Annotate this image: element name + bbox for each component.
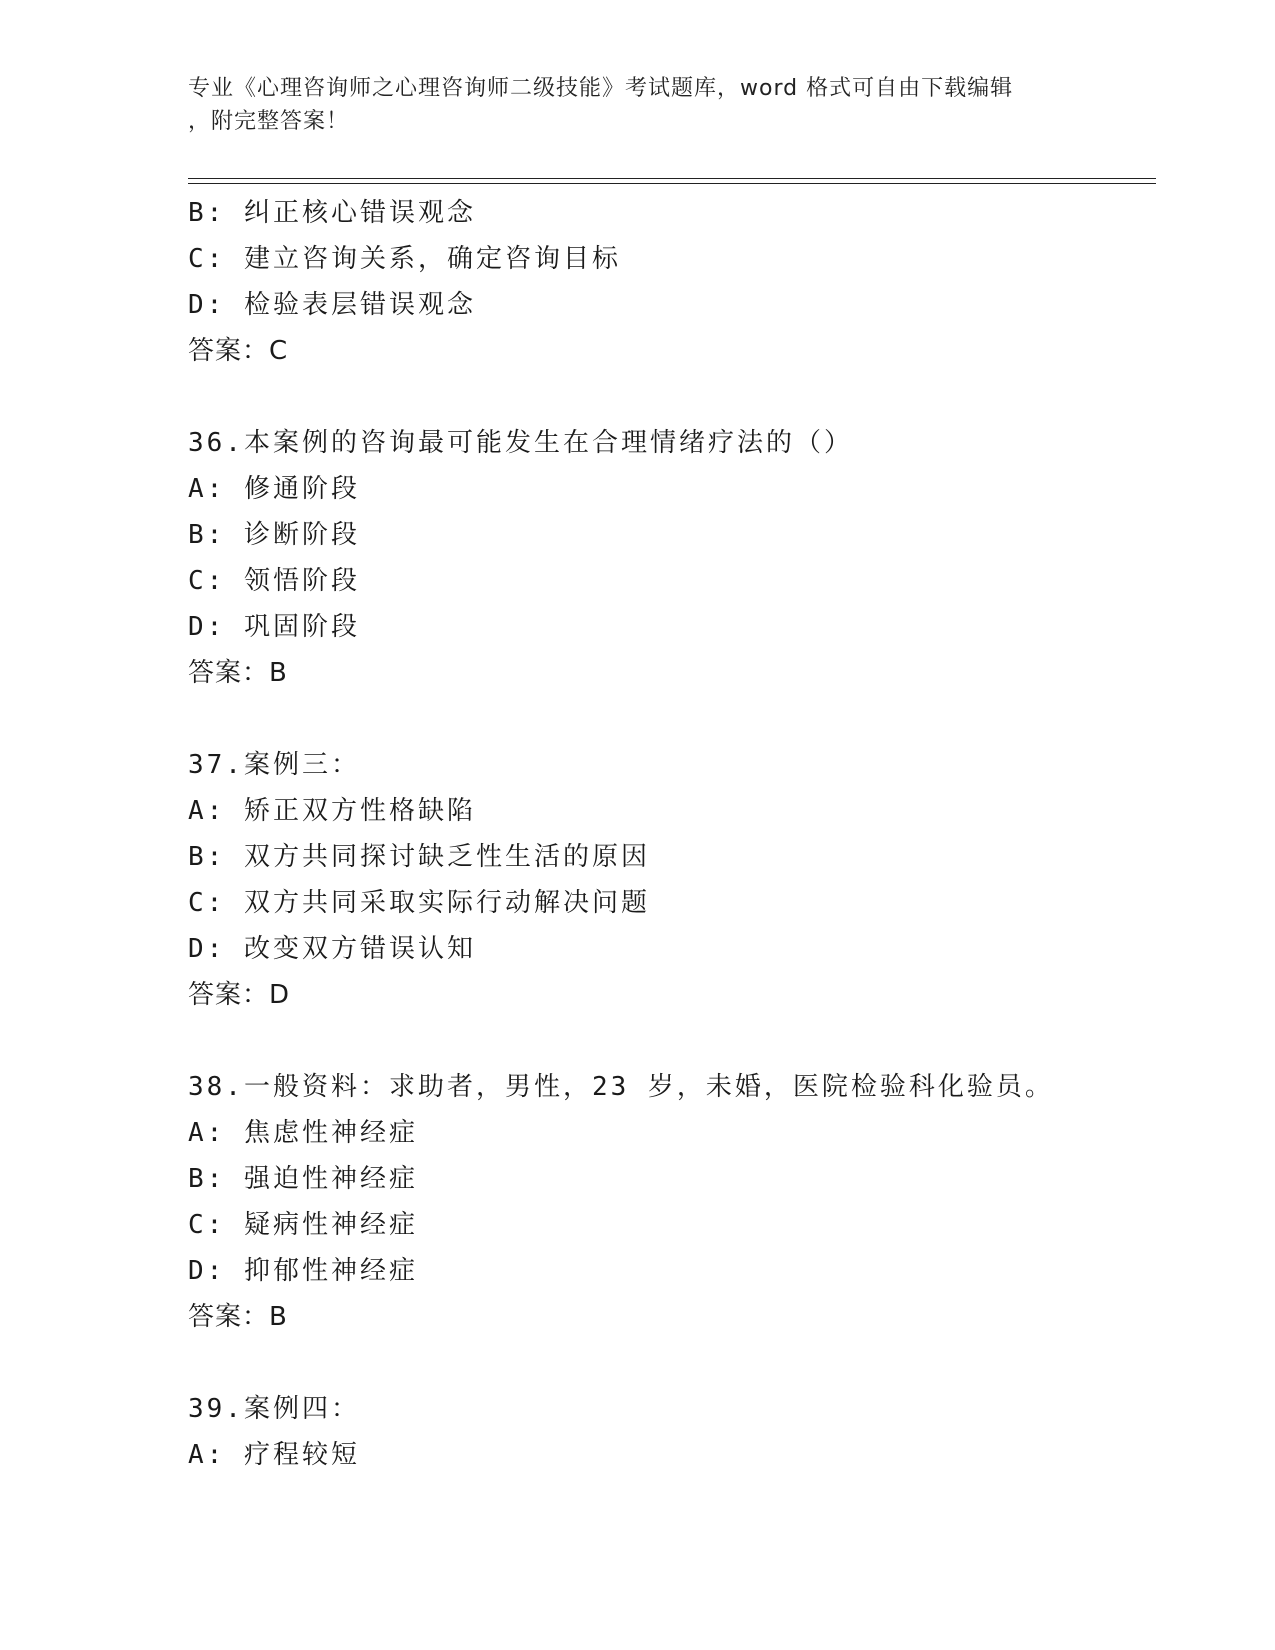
- option-d: D: 抑郁性神经症: [188, 1256, 418, 1286]
- option-a: A: 矫正双方性格缺陷: [188, 796, 476, 826]
- option-b: B: 纠正核心错误观念: [188, 198, 476, 228]
- header-divider-bottom: [188, 183, 1156, 184]
- option-a: A: 疗程较短: [188, 1440, 360, 1470]
- option-b: B: 双方共同探讨缺乏性生活的原因: [188, 842, 650, 872]
- option-b: B: 强迫性神经症: [188, 1164, 418, 1194]
- option-d: D: 改变双方错误认知: [188, 934, 476, 964]
- question-list: [188, 190, 1148, 1478]
- option-a: A: 焦虑性神经症: [188, 1118, 418, 1148]
- option-b: B: 诊断阶段: [188, 520, 360, 550]
- spacer: [188, 696, 1148, 742]
- question-stem: 36.本案例的咨询最可能发生在合理情绪疗法的（）: [188, 428, 853, 458]
- header-divider-top: [188, 178, 1156, 179]
- document-header: [188, 72, 1088, 138]
- spacer: [188, 1340, 1148, 1386]
- spacer: [188, 374, 1148, 420]
- option-c: C: 领悟阶段: [188, 566, 360, 596]
- option-c: C: 双方共同采取实际行动解决问题: [188, 888, 650, 918]
- option-c: C: 建立咨询关系，确定咨询目标: [188, 244, 621, 274]
- answer-line: 答案：D: [188, 980, 291, 1010]
- question-block: [188, 420, 1148, 696]
- spacer: [188, 1018, 1148, 1064]
- question-block: [188, 1386, 1148, 1478]
- option-d: D: 巩固阶段: [188, 612, 360, 642]
- answer-line: 答案：B: [188, 658, 288, 688]
- answer-line: 答案：B: [188, 1302, 288, 1332]
- question-block: [188, 190, 1148, 374]
- header-line-1: 专业《心理咨询师之心理咨询师二级技能》考试题库，word 格式可自由下载编辑: [188, 76, 1014, 101]
- answer-line: 答案：C: [188, 336, 289, 366]
- header-line-2: ，附完整答案！: [188, 109, 350, 134]
- question-stem: 39.案例四：: [188, 1394, 360, 1424]
- question-block: [188, 1064, 1148, 1340]
- option-a: A: 修通阶段: [188, 474, 360, 504]
- option-d: D: 检验表层错误观念: [188, 290, 476, 320]
- question-stem: 38.一般资料：求助者，男性，23 岁，未婚，医院检验科化验员。: [188, 1072, 1054, 1102]
- question-stem: 37.案例三：: [188, 750, 360, 780]
- option-c: C: 疑病性神经症: [188, 1210, 418, 1240]
- question-block: [188, 742, 1148, 1018]
